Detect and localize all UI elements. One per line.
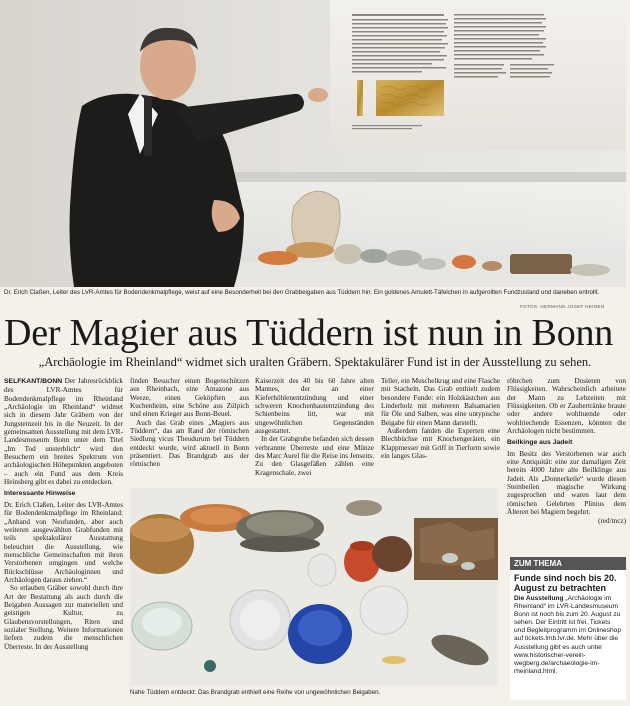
info-box-lead: Die Ausstellung	[514, 595, 564, 602]
info-box	[510, 557, 626, 700]
article-paragraph: Dr. Erich Claßen, Leiter des LVR-Amtes für Bodendenkmalpflege im Rheinland: „Anhand von Neufunden, aber auch weiteren ausgewählten Grabfunden mit teils spektakulärer Ausstattung beleuchtet die Ausstellung, wie menschliche Gemeinschaften mit ihren Verstorbenen umgingen und welche Rückschlüsse Archäologinnen und Archäologen daraus ziehen.“	[4, 500, 123, 584]
article-paragraph: SELFKANT/BONN Der Jahresrückblick des LVR-Amtes für Bodendenkmalpflege im Rheinland „Archäologie im Rheinland“ widmet sich in diesem Jahr Gräbern von der Jungsteinzeit bis in die Neuzeit. In der gemeinsamen Ausstellung mit dem LVR-Landesmuseum Bonn unter dem Titel „Im Tod unsterblich“ wird den Besuchern ein breites Spektrum von archäologischen Höhepunkten angeboten – auch ein Fund aus dem Kreis Heinsberg gibt es dabei zu entdecken.	[4, 377, 123, 487]
bottom-photo-caption: Nahe Tüddern entdeckt: Das Brandgrab enthielt eine Reihe von ungewöhnlichen Beigaben.	[130, 689, 381, 696]
info-box-title: Funde sind noch bis 20. August zu betrachten	[514, 573, 617, 593]
article-column-2	[130, 377, 249, 469]
author-signature: (red/mcz)	[598, 516, 626, 525]
info-box-label: ZUM THEMA	[510, 557, 626, 570]
article-paragraph: Außerdem fanden die Experten eine Blechbüchse mit Knochengeräten, ein Klappmesser mit Griff in Tierform sowie ein langes Glas-	[381, 427, 500, 461]
bottom-photo-image	[130, 488, 498, 686]
top-photo-caption: Dr. Erich Claßen, Leiter des LVR-Amtes für Bodendenkmalpflege, weist auf eine Besonderheit bei den Grabbeigaben aus Tüddern hin: Ein goldenes Amulett-Täfelchen in aufgerollten Fundzustand und daneben entrollt.	[4, 289, 600, 296]
article-paragraph: Auch das Grab eines „Magiers aus Tüddern“, das am Rand der römischen Siedlung vicus Theudurum bei Tüddern entdeckt wurde, wird aktuell in Bonn präsentiert. Das Brandgrab aus der römischen	[130, 418, 249, 469]
article-column-1	[4, 377, 123, 651]
subheading-beilklinge: Beilkinge aus Jadeit	[507, 439, 573, 447]
article-paragraph: In der Grabgrube befanden sich dessen verbrannte Überreste und eine Münze des Marc Aurel für die Reise ins Jenseits. Zu den Glasgefäßen zählen eine Kragenschale, zwei	[255, 435, 374, 477]
dateline: SELFKANT/BONN	[4, 378, 63, 385]
article-paragraph: Teller, ein Muschelkrug und eine Flasche mit Stacheln. Das Grab enthielt zudem besondere Funde: ein Holzkästchen aus Linderholz mit mehreren Balsamarien für Öle und Salben, was eine untypische Beigabe für einen Mann darstellt.	[381, 377, 500, 427]
article-paragraph: Im Besitz des Verstorbenen war auch eine Antiquität: eine zur damaligen Zeit bereits 4000 Jahre alte Beilklinge aus Jadeit. Als „Donnerkeile“ wurde diesen Steinbeilen magische Wirkung zugesprochen und waren laut dem römischen Gelehrten Plinius dem Älteren bei Magiern begehrt.	[507, 449, 626, 517]
info-box-body: Die Ausstellung „Archäologie im Rheinland“ im LVR-Landesmuseum Bonn ist noch bis zum 20. August zu sehen. Der Eintritt ist frei. Tickets und Begleitprogramm im Onlineshop auf tickets.lmb.lvr.de. Mehr über die Ausstellung gibt es auch unter www.historischer-verein-wegberg.de/archaeologie-im-rheinland.html.	[514, 595, 622, 675]
bottom-photo	[130, 488, 498, 686]
article-column-5	[507, 377, 626, 525]
article-paragraph: So erlauben Gräber sowohl durch ihre Art der Bestattung als auch durch die Beigaben Aussagen zur materiellen und geistigen Kultur, zu Glaubensvorstellungen, Riten und sozialer Stellung. Weitere Informationen liefern zudem die menschlichen Überreste. In der Ausstellung	[4, 584, 123, 651]
headline: Der Magier aus Tüddern ist nun in Bonn	[4, 312, 614, 354]
article-column-3	[255, 377, 374, 477]
subheadline: „Archäologie im Rheinland“ widmet sich uralten Gräbern. Spektakulärer Fund ist in der Ausstellung zu sehen.	[38, 355, 592, 369]
article-paragraph: Kaiserzeit des 40 bis 60 Jahre alten Mannes, der an einer Kieferhöhlenentzündung und einer schweren Knochenhautentzündung des Schienbeins litt, war mit ungewöhnlichen Gegenständen ausgestattet.	[255, 377, 374, 436]
top-photo	[0, 0, 626, 287]
subheading-interessante-hinweise: Interessante Hinweise	[4, 490, 76, 498]
top-photo-image	[0, 0, 626, 287]
photo-credit: FOTOS: HERMANN JOSEF HEINEN	[520, 304, 605, 309]
article-paragraph: finden Besucher einen Bogenschützen aus Rheinbach, eine Amazone aus Weeze, einen Geköpften aus Kuchenheim, eine Schöne aus Zülpich und einen Krieger aus Bonn-Beuel.	[130, 377, 249, 419]
article-paragraph: röhrchen zum Dosieren von Flüssigkeiten. Wahrscheinlich arbeitete der Mann zu Lebzeiten mit Flüssigkeiten. Ob er Zaubertränke braute oder andere wohltuende oder wohlriechende Essenzen, könnten die Archäologen nicht bestimmen.	[507, 377, 626, 436]
article-column-4	[381, 377, 500, 460]
